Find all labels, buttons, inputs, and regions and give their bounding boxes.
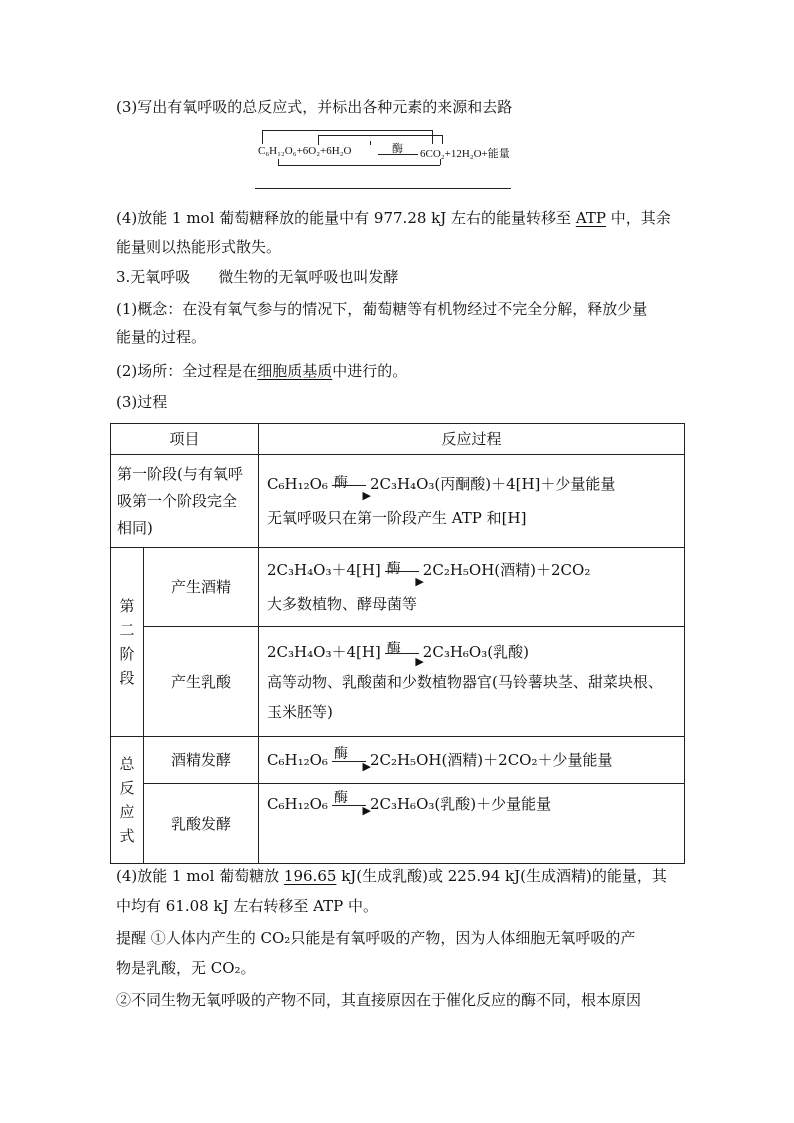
heading-total-equation: (3)写出有氧呼吸的总反应式，并标出各种元素的来源和去路 <box>116 98 513 116</box>
stage1-label: 第一阶段(与有氧呼 吸第一个阶段完全 相同) <box>111 455 259 548</box>
blank-line <box>255 188 511 189</box>
alcohol-process: 2C₃H₄O₃＋4[H] 酶 ▶ 2C₂H₅OH(酒精)＋2CO₂ 大多数植物、酵母菌等 <box>259 548 685 627</box>
lactic-label: 产生乳酸 <box>144 627 259 737</box>
equation-enzyme-label: 酶 <box>392 143 403 155</box>
equation-right: 6CO₂+12H₂O+能量 <box>420 148 510 160</box>
ferm-lactic-process: C₆H₁₂O₆ 酶 ▶ 2C₃H₆O₃(乳酸)＋少量能量 <box>259 784 685 864</box>
release-energy-para: (4)放能 1 mol 葡萄糖释放的能量中有 977.28 kJ 左右的能量转移至 ATP 中，其余 <box>116 209 671 227</box>
concept-para: (1)概念：在没有氧气参与的情况下，葡萄糖等有机物经过不完全分解，释放少量 <box>116 300 648 318</box>
energy-release-para: (4)放能 1 mol 葡萄糖放 196.65 kJ(生成乳酸)或 225.94 kJ(生成酒精)的能量，其 <box>116 867 667 885</box>
alcohol-label: 产生酒精 <box>144 548 259 627</box>
atp-underlined: ATP <box>575 209 606 227</box>
ferm-alcohol-label: 酒精发酵 <box>144 737 259 784</box>
process-label: (3)过程 <box>116 393 168 411</box>
header-item: 项目 <box>111 424 259 455</box>
site-para: (2)场所：全过程是在细胞质基质中进行的。 <box>116 362 408 380</box>
lactic-process: 2C₃H₄O₃＋4[H] 酶 ▶ 2C₃H₆O₃(乳酸) 高等动物、乳酸菌和少数植物器官(马铃薯块茎、甜菜块根、 玉米胚等) <box>259 627 685 737</box>
total-equation-label: 总 反 应 式 <box>111 737 144 864</box>
cytoplasm-underlined: 细胞质基质 <box>257 362 333 380</box>
stage1-process: C₆H₁₂O₆ 酶 ▶ 2C₃H₄O₃(丙酮酸)＋4[H]＋少量能量 无氧呼吸只在第一阶段产生 ATP 和[H] <box>259 455 685 548</box>
stage2-label: 第 二 阶 段 <box>111 548 144 737</box>
equation-arrow <box>378 154 418 155</box>
ferm-lactic-label: 乳酸发酵 <box>144 784 259 864</box>
tip-para: 提醒 ①人体内产生的 CO₂只能是有氧呼吸的产物，因为人体细胞无氧呼吸的产 <box>116 929 636 947</box>
ferm-alcohol-process: C₆H₁₂O₆ 酶 ▶ 2C₂H₅OH(酒精)＋2CO₂＋少量能量 <box>259 737 685 784</box>
section-anaerobic-title: 3.无氧呼吸 微生物的无氧呼吸也叫发酵 <box>116 268 399 286</box>
header-process: 反应过程 <box>259 424 685 455</box>
equation-left: C₆H₁₂O₆+6O₂+6H₂O <box>258 145 352 157</box>
value-underlined: 196.65 <box>283 867 337 885</box>
anaerobic-process-table <box>110 423 685 864</box>
